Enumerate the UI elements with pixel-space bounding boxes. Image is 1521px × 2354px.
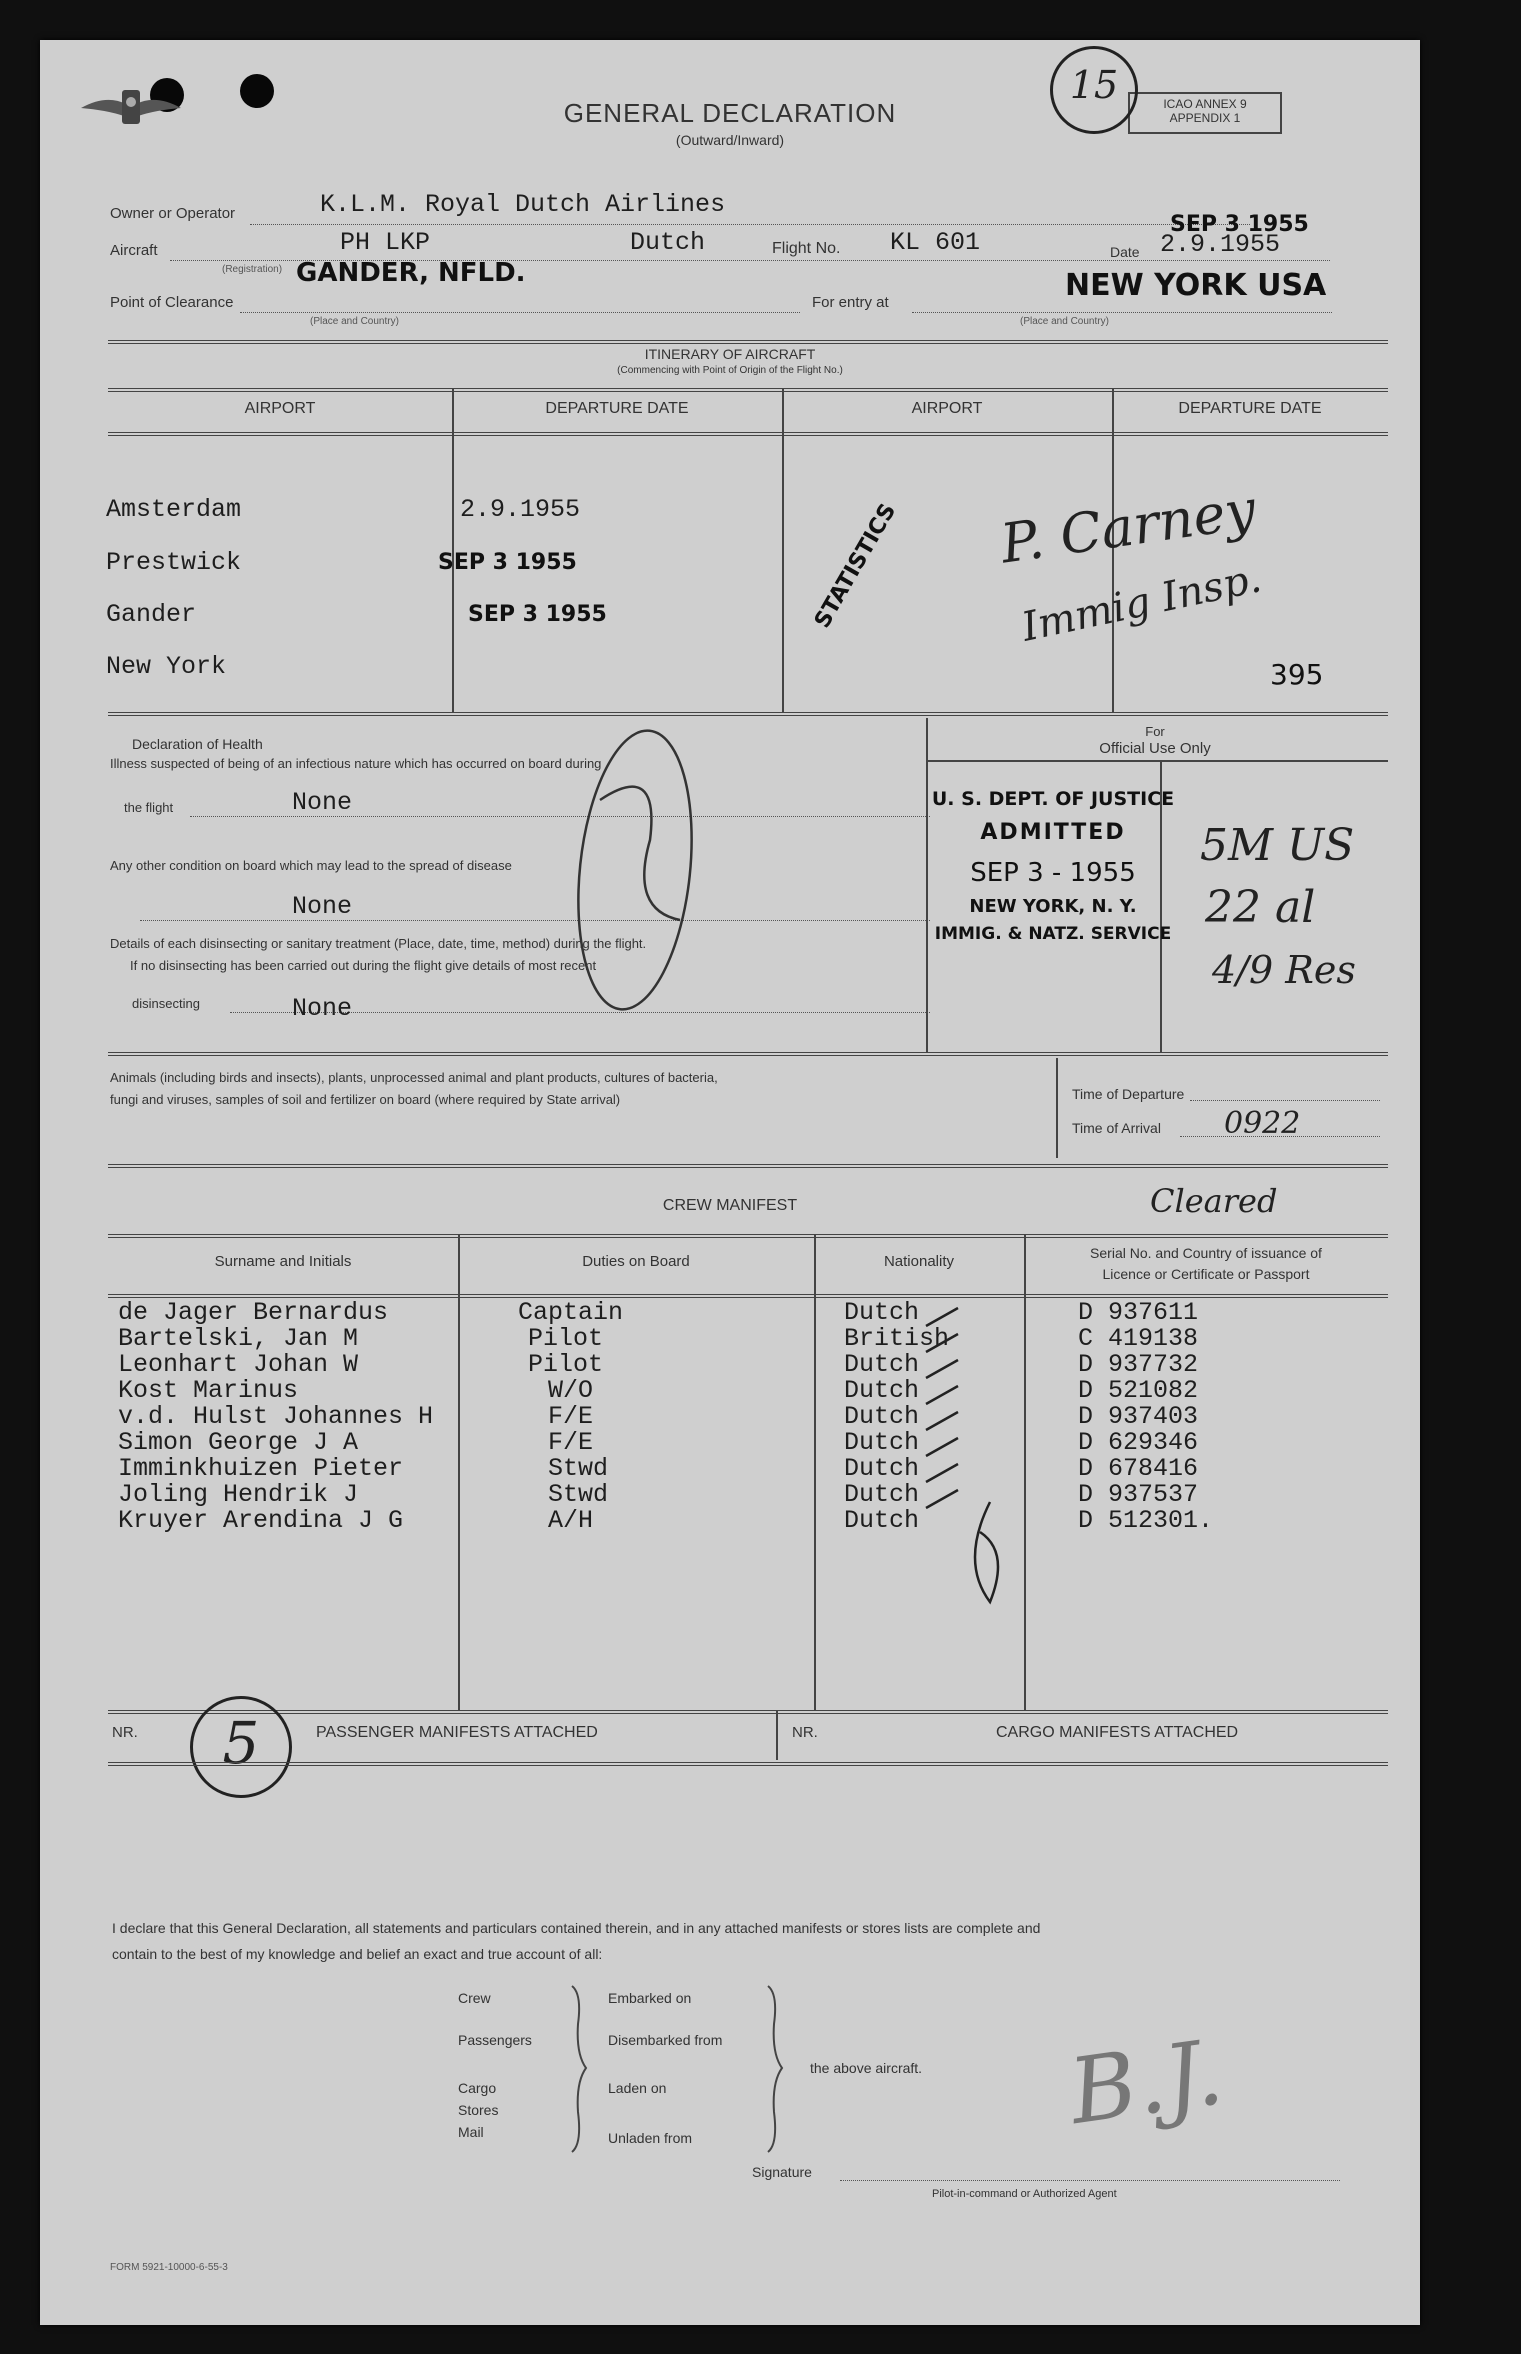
declaration-item-passengers: Passengers	[458, 2032, 532, 2048]
table-row	[118, 1454, 1388, 1483]
crew-nationality: British	[844, 1324, 950, 1353]
form-subtitle: (Outward/Inward)	[675, 132, 785, 148]
passenger-manifest-label: PASSENGER MANIFESTS ATTACHED	[316, 1724, 598, 1741]
crew-duty: W/O	[548, 1376, 594, 1405]
declaration-item-cargo: Cargo	[458, 2080, 497, 2096]
declaration-right-text: the above aircraft.	[810, 2060, 923, 2076]
health-question-3-prefix: disinsecting	[132, 996, 200, 1011]
official-note-1: 5M US	[1200, 820, 1355, 871]
passenger-count-circle	[190, 1696, 292, 1798]
admitted-stamp-line4: NEW YORK, N. Y.	[969, 896, 1137, 917]
admitted-stamp-line2: ADMITTED	[980, 820, 1126, 845]
health-answer-1: None	[292, 788, 353, 817]
declaration-item-laden: Laden on	[608, 2080, 667, 2096]
flight-no-value: KL 601	[890, 228, 981, 257]
crew-nationality: Dutch	[844, 1350, 920, 1379]
form-title: GENERAL DECLARATION	[563, 98, 897, 128]
icao-reference-line2: APPENDIX 1	[1169, 111, 1241, 125]
official-note-2: 22 al	[1205, 882, 1316, 933]
crew-nationality: Dutch	[844, 1298, 920, 1327]
aircraft-label: Aircraft	[110, 242, 158, 259]
health-question-2: Any other condition on board which may lead to the spread of disease	[110, 858, 512, 873]
statistics-stamp: STATISTICS	[810, 499, 902, 633]
clearance-label: Point of Clearance	[110, 294, 234, 311]
declaration-item-crew: Crew	[458, 1990, 491, 2006]
crew-serial: D 678416	[1078, 1454, 1199, 1483]
crew-serial: D 937732	[1078, 1350, 1199, 1379]
place-country-right: (Place and Country)	[1020, 316, 1109, 327]
crew-nationality: Dutch	[844, 1402, 920, 1431]
health-question-1-prefix: the flight	[124, 800, 174, 815]
punch-hole-right	[240, 74, 274, 108]
cargo-manifest-label: CARGO MANIFESTS ATTACHED	[996, 1724, 1239, 1741]
col-airport-1: AIRPORT	[244, 400, 316, 417]
table-row	[118, 1480, 1388, 1509]
flight-no-label: Flight No.	[772, 240, 841, 257]
owner-value: K.L.M. Royal Dutch Airlines	[320, 190, 726, 219]
col-crew-serial-line1: Serial No. and Country of issuance of	[1090, 1245, 1322, 1261]
crew-table	[118, 1298, 1388, 1535]
crew-title: CREW MANIFEST	[662, 1197, 798, 1214]
itinerary-airport-2: Prestwick	[106, 548, 242, 577]
crew-serial: D 521082	[1078, 1376, 1199, 1405]
right-brace-icon	[764, 1984, 788, 2154]
table-row	[118, 1350, 1388, 1379]
table-row	[118, 1298, 1388, 1327]
crew-duty: F/E	[548, 1402, 594, 1431]
inspector-signature: P. Carney	[996, 477, 1260, 576]
itinerary-date-1: 2.9.1955	[460, 495, 581, 524]
owner-label: Owner or Operator	[110, 205, 236, 222]
klm-wings-logo-icon	[76, 80, 186, 135]
registration-sublabel: (Registration)	[222, 264, 283, 275]
date-stamp: SEP 3 1955	[1170, 212, 1309, 237]
declaration-text-line1: I declare that this General Declaration, all statements and particulars contained therein, and in any attached manifests or stores lists are complete and	[112, 1920, 1041, 1936]
declaration-form-sheet	[40, 40, 1420, 2325]
declaration-item-unladen: Unladen from	[608, 2130, 693, 2146]
crew-duty: Stwd	[548, 1480, 609, 1509]
date-label: Date	[1110, 244, 1140, 260]
crew-nationality: Dutch	[844, 1428, 920, 1457]
itinerary-airport-1: Amsterdam	[106, 495, 242, 524]
crew-duty: A/H	[548, 1506, 594, 1535]
official-note-3: 4/9 Res	[1212, 948, 1356, 992]
col-airport-2: AIRPORT	[911, 400, 983, 417]
itinerary-subtitle: (Commencing with Point of Origin of the Flight No.)	[617, 365, 843, 376]
health-answer-2: None	[292, 892, 353, 921]
declaration-item-mail: Mail	[458, 2124, 484, 2140]
crew-duty: Stwd	[548, 1454, 609, 1483]
crew-duty: Pilot	[528, 1350, 604, 1379]
official-label: Official Use Only	[1099, 740, 1211, 757]
crew-serial: D 512301.	[1078, 1506, 1214, 1535]
official-label-for: For	[1145, 724, 1165, 739]
crew-name: Kruyer Arendina J G	[118, 1506, 404, 1535]
time-of-arrival-value: 0922	[1224, 1106, 1301, 1141]
crew-nationality: Dutch	[844, 1480, 920, 1509]
crew-name: Joling Hendrik J	[118, 1480, 359, 1509]
animals-text-line1: Animals (including birds and insects), plants, unprocessed animal and plant products, cultures of bacteria,	[110, 1070, 718, 1085]
page-number: 15	[1069, 63, 1119, 107]
aircraft-nationality: Dutch	[630, 228, 706, 257]
crew-nationality: Dutch	[844, 1454, 920, 1483]
crew-name: Simon George J A	[118, 1428, 359, 1457]
itinerary-title: ITINERARY OF AIRCRAFT	[644, 346, 816, 362]
crew-handwritten-note: Cleared	[1150, 1182, 1278, 1220]
admitted-stamp-line3: SEP 3 - 1955	[970, 858, 1136, 888]
table-row	[118, 1506, 1388, 1535]
itinerary-date-3: SEP 3 1955	[468, 602, 607, 627]
entry-value: NEW YORK USA	[1065, 268, 1327, 303]
passenger-nr-label: NR.	[112, 1724, 138, 1741]
health-question-3b: If no disinsecting has been carried out during the flight give details of most recent	[130, 958, 597, 973]
handwritten-check-marks	[920, 1302, 1030, 1632]
col-crew-nationality: Nationality	[883, 1253, 955, 1270]
health-answer-3: None	[292, 994, 353, 1023]
col-crew-duty: Duties on Board	[582, 1253, 690, 1270]
itinerary-date-2: SEP 3 1955	[438, 550, 577, 575]
signature-label: Signature	[752, 2164, 812, 2180]
crew-name: Bartelski, Jan M	[118, 1324, 359, 1353]
crew-name: Imminkhuizen Pieter	[118, 1454, 404, 1483]
pilot-signature: B.J.	[1063, 2019, 1230, 2146]
crew-serial: D 937537	[1078, 1480, 1199, 1509]
crew-duty: Pilot	[528, 1324, 604, 1353]
signature-sublabel: Pilot-in-command or Authorized Agent	[932, 2188, 1117, 2200]
crew-name: Kost Marinus	[118, 1376, 299, 1405]
left-brace-icon	[568, 1984, 592, 2154]
entry-label: For entry at	[812, 294, 889, 311]
table-row	[118, 1324, 1388, 1353]
passenger-count: 5	[222, 1709, 260, 1777]
col-departure-1: DEPARTURE DATE	[545, 400, 689, 417]
cargo-nr-label: NR.	[792, 1724, 818, 1741]
aircraft-registration: PH LKP	[340, 228, 431, 257]
place-country-left: (Place and Country)	[310, 316, 399, 327]
col-crew-name: Surname and Initials	[214, 1253, 352, 1270]
clearance-value: GANDER, NFLD.	[296, 258, 526, 288]
time-of-departure-label: Time of Departure	[1072, 1086, 1185, 1102]
form-footer-code: FORM 5921-10000-6-55-3	[110, 2262, 228, 2273]
crew-serial: D 937403	[1078, 1402, 1199, 1431]
icao-reference-line1: ICAO ANNEX 9	[1163, 97, 1247, 111]
table-row	[118, 1428, 1388, 1457]
declaration-item-embarked: Embarked on	[608, 1990, 692, 2006]
itinerary-airport-3: Gander	[106, 600, 197, 629]
date-value: 2.9.1955	[1160, 230, 1281, 259]
declaration-item-stores: Stores	[458, 2102, 499, 2118]
admitted-stamp-line5: IMMIG. & NATZ. SERVICE	[934, 924, 1172, 944]
crew-name: Leonhart Johan W	[118, 1350, 359, 1379]
crew-name: de Jager Bernardus	[118, 1298, 389, 1327]
table-row	[118, 1402, 1388, 1431]
icao-reference-box	[1128, 92, 1282, 134]
crew-serial: D 629346	[1078, 1428, 1199, 1457]
health-question-1: Illness suspected of being of an infectious nature which has occurred on board during	[110, 756, 602, 771]
time-of-arrival-label: Time of Arrival	[1072, 1120, 1161, 1136]
inspector-title: Immig Insp.	[1017, 555, 1266, 651]
itinerary-airport-4: New York	[106, 652, 227, 681]
crew-duty: F/E	[548, 1428, 594, 1457]
handwritten-scribble-mark	[540, 720, 740, 1040]
animals-text-line2: fungi and viruses, samples of soil and fertilizer on board (where required by State arrival)	[110, 1092, 621, 1107]
page-number-circle	[1050, 46, 1138, 134]
declaration-item-disembarked: Disembarked from	[608, 2032, 723, 2048]
crew-duty: Captain	[518, 1298, 624, 1327]
crew-serial: C 419138	[1078, 1324, 1199, 1353]
declaration-text-line2: contain to the best of my knowledge and belief an exact and true account of all:	[112, 1946, 603, 1962]
inspector-number: 395	[1270, 658, 1324, 691]
crew-serial: D 937611	[1078, 1298, 1199, 1327]
health-question-3: Details of each disinsecting or sanitary treatment (Place, date, time, method) during the flight.	[110, 936, 647, 951]
col-departure-2: DEPARTURE DATE	[1178, 400, 1322, 417]
health-title: Declaration of Health	[132, 736, 263, 752]
crew-name: v.d. Hulst Johannes H	[118, 1402, 434, 1431]
table-row	[118, 1376, 1388, 1405]
admitted-stamp-line1: U. S. DEPT. OF JUSTICE	[931, 788, 1175, 810]
col-crew-serial-line2: Licence or Certificate or Passport	[1102, 1266, 1310, 1282]
crew-nationality: Dutch	[844, 1376, 920, 1405]
crew-nationality: Dutch	[844, 1506, 920, 1535]
